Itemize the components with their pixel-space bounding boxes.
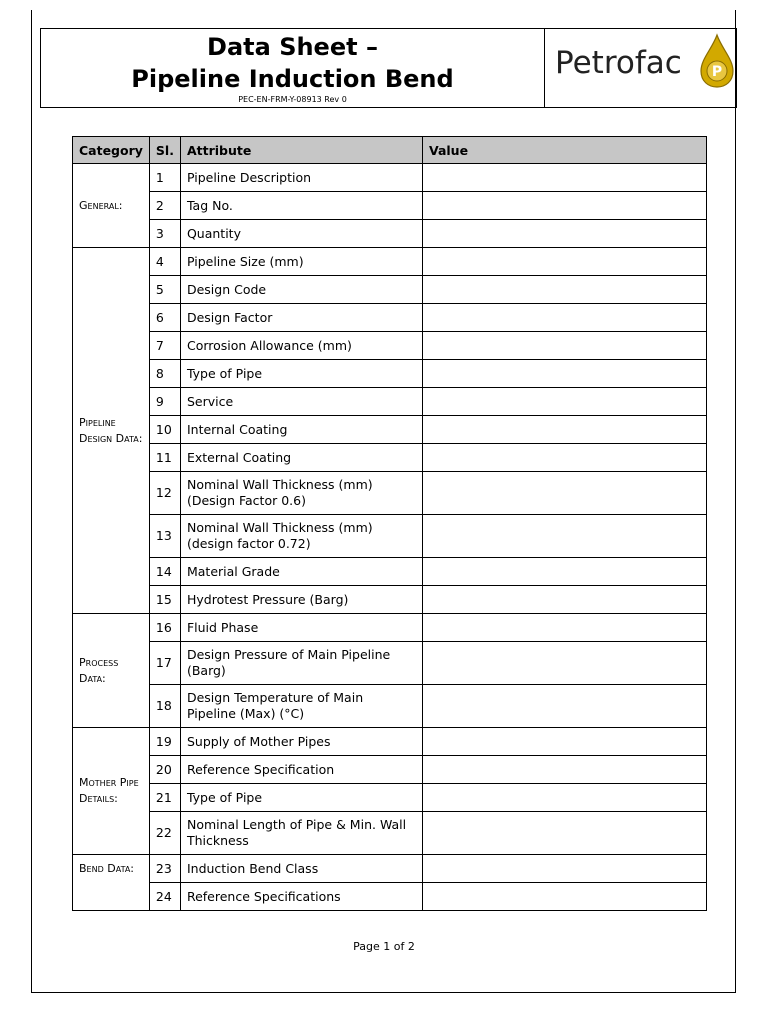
row-attribute: Service [180,388,422,416]
row-value[interactable] [422,360,706,388]
row-sl: 3 [149,220,180,248]
row-sl: 14 [149,558,180,586]
row-sl: 23 [149,855,180,883]
table-row [73,192,707,220]
row-value[interactable] [422,444,706,472]
row-value[interactable] [422,586,706,614]
row-attribute: Nominal Wall Thickness (mm) (design factor 0.72) [180,515,422,558]
row-attribute: Pipeline Size (mm) [180,248,422,276]
row-sl: 20 [149,756,180,784]
row-attribute: Design Pressure of Main Pipeline (Barg) [180,642,422,685]
row-attribute: Reference Specification [180,756,422,784]
table-row [73,728,707,756]
row-value[interactable] [422,685,706,728]
table-row [73,685,707,728]
row-attribute: Supply of Mother Pipes [180,728,422,756]
row-value[interactable] [422,248,706,276]
title-line-1: Data Sheet – [207,33,378,61]
row-attribute: Design Factor [180,304,422,332]
title-cell [41,29,545,107]
row-attribute: Reference Specifications [180,883,422,911]
row-value[interactable] [422,276,706,304]
row-value[interactable] [422,164,706,192]
table-row [73,614,707,642]
row-sl: 9 [149,388,180,416]
row-sl: 18 [149,685,180,728]
row-value[interactable] [422,192,706,220]
oil-drop-logo-icon [698,33,736,89]
row-sl: 22 [149,812,180,855]
table-row [73,276,707,304]
table-row [73,360,707,388]
row-attribute: Design Code [180,276,422,304]
row-sl: 16 [149,614,180,642]
table-row [73,883,707,911]
table-row [73,444,707,472]
row-attribute: Corrosion Allowance (mm) [180,332,422,360]
row-attribute: Induction Bend Class [180,855,422,883]
row-value[interactable] [422,472,706,515]
table-row [73,472,707,515]
row-attribute: Hydrotest Pressure (Barg) [180,586,422,614]
category-process-data: Process Data: [73,614,150,728]
table-row [73,756,707,784]
row-sl: 17 [149,642,180,685]
row-value[interactable] [422,642,706,685]
row-attribute: Quantity [180,220,422,248]
header-value: Value [422,137,706,164]
header-category: Category [73,137,150,164]
row-attribute: External Coating [180,444,422,472]
row-attribute: Internal Coating [180,416,422,444]
row-value[interactable] [422,784,706,812]
title-line-2: Pipeline Induction Bend [131,65,454,93]
table-row [73,812,707,855]
header-attribute: Attribute [180,137,422,164]
row-sl: 6 [149,304,180,332]
company-logo [545,29,736,107]
row-sl: 1 [149,164,180,192]
logo-wordmark: Petrofac [555,45,682,81]
row-sl: 2 [149,192,180,220]
row-attribute: Type of Pipe [180,784,422,812]
row-sl: 5 [149,276,180,304]
row-sl: 10 [149,416,180,444]
row-value[interactable] [422,883,706,911]
table-row [73,784,707,812]
row-sl: 12 [149,472,180,515]
row-attribute: Tag No. [180,192,422,220]
row-value[interactable] [422,855,706,883]
row-value[interactable] [422,332,706,360]
data-sheet-table [72,136,707,911]
row-attribute: Nominal Wall Thickness (mm) (Design Factor 0.6) [180,472,422,515]
category-bend-data: Bend Data: [73,855,150,911]
row-attribute: Material Grade [180,558,422,586]
row-sl: 24 [149,883,180,911]
table-row [73,855,707,883]
row-attribute: Type of Pipe [180,360,422,388]
table-row [73,558,707,586]
table-row [73,642,707,685]
table-row [73,586,707,614]
header-box [40,28,737,108]
table-row [73,388,707,416]
row-value[interactable] [422,756,706,784]
row-sl: 19 [149,728,180,756]
table-row [73,416,707,444]
row-value[interactable] [422,515,706,558]
row-attribute: Design Temperature of Main Pipeline (Max) (°C) [180,685,422,728]
document-number: PEC-EN-FRM-Y-08913 Rev 0 [238,95,347,104]
row-value[interactable] [422,558,706,586]
table-row [73,164,707,192]
category-general: General: [73,164,150,248]
table-row [73,248,707,276]
header-sl: Sl. [149,137,180,164]
table-row [73,515,707,558]
table-row [73,220,707,248]
row-sl: 15 [149,586,180,614]
row-value[interactable] [422,304,706,332]
page-number: Page 1 of 2 [353,940,415,953]
row-attribute: Pipeline Description [180,164,422,192]
row-value[interactable] [422,728,706,756]
row-sl: 13 [149,515,180,558]
row-sl: 8 [149,360,180,388]
row-value[interactable] [422,220,706,248]
row-value[interactable] [422,388,706,416]
row-sl: 4 [149,248,180,276]
row-value[interactable] [422,614,706,642]
row-sl: 7 [149,332,180,360]
table-header-row [73,137,707,164]
row-value[interactable] [422,416,706,444]
category-pipeline-design-data: Pipeline Design Data: [73,248,150,614]
row-attribute: Fluid Phase [180,614,422,642]
logo-letter: P [711,64,723,80]
row-sl: 21 [149,784,180,812]
table-row [73,332,707,360]
row-sl: 11 [149,444,180,472]
category-mother-pipe-details: Mother Pipe Details: [73,728,150,855]
table-row [73,304,707,332]
row-attribute: Nominal Length of Pipe & Min. Wall Thickness [180,812,422,855]
row-value[interactable] [422,812,706,855]
